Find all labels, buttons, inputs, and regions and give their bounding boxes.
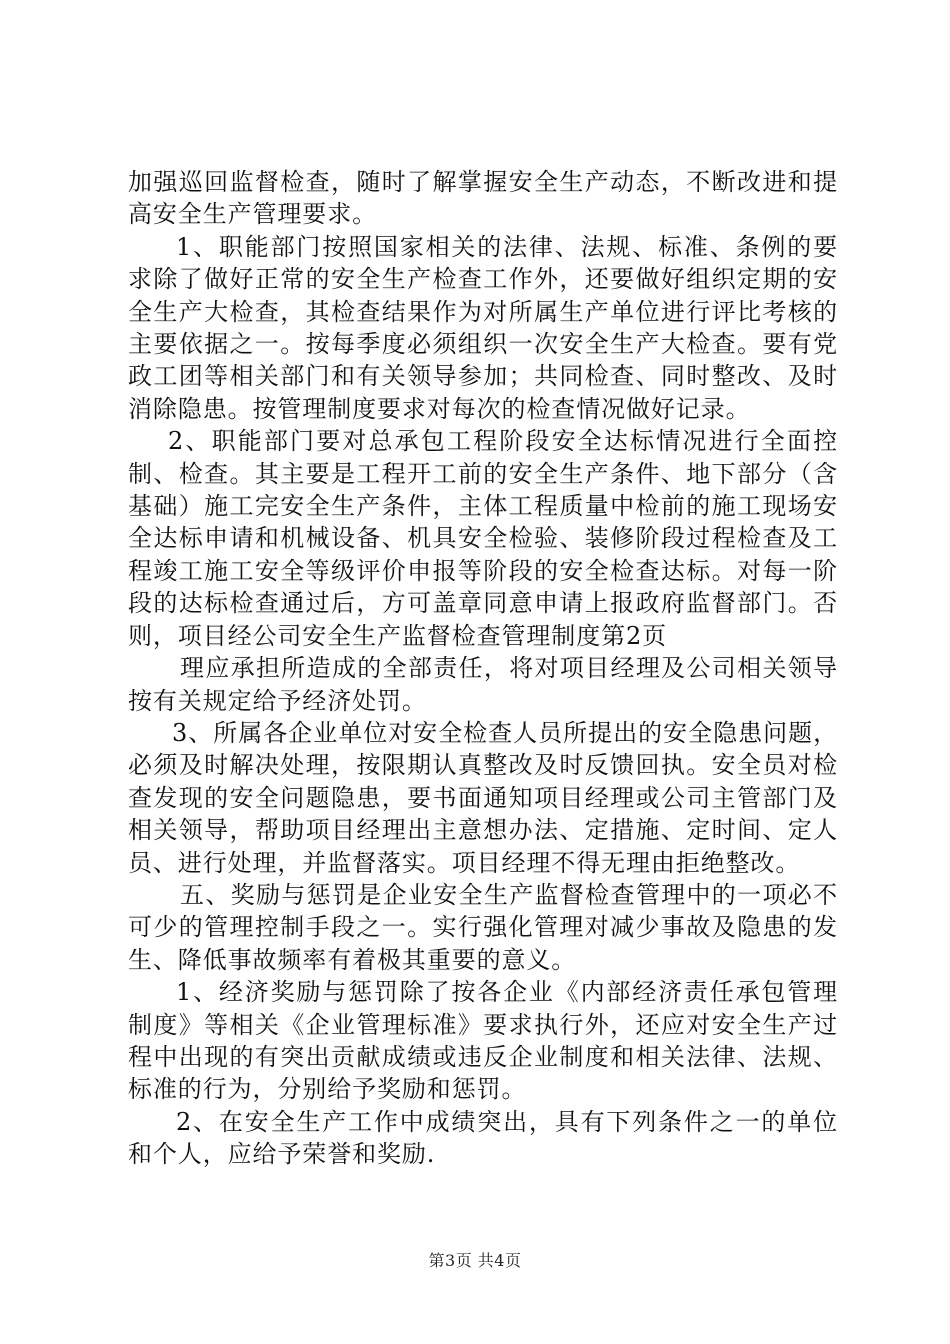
paragraph: 1、经济奖励与惩罚除了按各企业《内部经济责任承包管理制度》等相关《企业管理标准》要求执行外，还应对安全生产过程中出现的有突出贡献成绩或违反企业制度和相关法律、法规、标准的行为，分别给予奖励和惩罚。 [128,978,838,1104]
paragraph: 五、奖励与惩罚是企业安全生产监督检查管理中的一项必不可少的管理控制手段之一。实行强化管理对减少事故及隐患的发生、降低事故频率有着极其重要的意义。 [128,880,838,974]
paragraph: 3、所属各企业单位对安全检查人员所提出的安全隐患问题，必须及时解决处理，按限期认真整改及时反馈回执。安全员对检查发现的安全问题隐患，要书面通知项目经理或公司主管部门及相关领导，帮助项目经理出主意想办法、定措施、定时间、定人员、进行处理，并监督落实。项目经理不得无理由拒绝整改。 [128,718,838,877]
paragraph: 1、职能部门按照国家相关的法律、法规、标准、条例的要求除了做好正常的安全生产检查工作外，还要做好组织定期的安全生产大检查，其检查结果作为对所属生产单位进行评比考核的主要依据之一。按每季度必须组织一次安全生产大检查。要有党政工团等相关部门和有关领导参加；共同检查、同时整改、及时消除隐患。按管理制度要求对每次的检查情况做好记录。 [128,232,838,423]
paragraph: 2、职能部门要对总承包工程阶段安全达标情况进行全面控制、检查。其主要是工程开工前的安全生产条件、地下部分（含基础）施工完安全生产条件，主体工程质量中检前的施工现场安全达标申请和机械设备、机具安全检验、装修阶段过程检查及工程竣工施工安全等级评价申报等阶段的安全检查达标。对每一阶段的达标检查通过后，方可盖章同意申请上报政府监督部门。否则，项目经公司安全生产监督检查管理制度第2页 [128,427,838,650]
page-footer: 第3页 共4页 [428,1251,522,1270]
paragraph: 2、在安全生产工作中成绩突出，具有下列条件之一的单位和个人，应给予荣誉和奖励. [128,1107,838,1169]
paragraph: 加强巡回监督检查，随时了解掌握安全生产动态，不断改进和提高安全生产管理要求。 [128,168,838,229]
paragraph: 理应承担所造成的全部责任，将对项目经理及公司相关领导按有关规定给予经济处罚。 [128,654,838,715]
document-body [128,166,838,1171]
